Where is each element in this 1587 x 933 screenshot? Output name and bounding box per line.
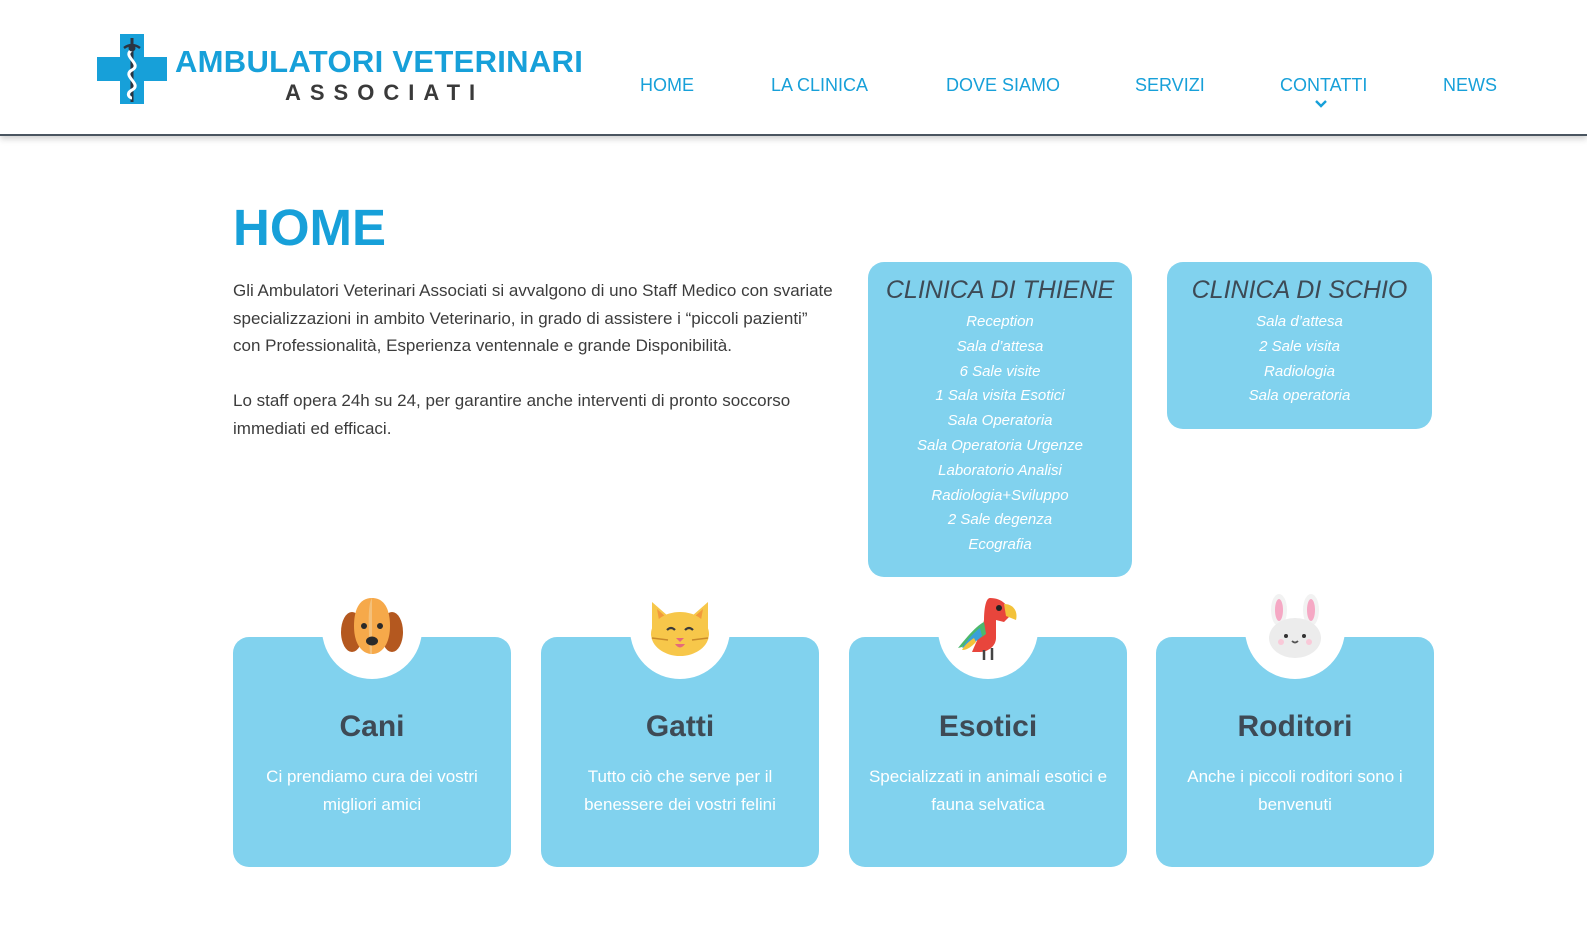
card-roditori[interactable] (1156, 637, 1434, 867)
card-icon-badge (1245, 586, 1345, 679)
logo-subtitle: ASSOCIATI (285, 80, 485, 105)
card-esotici[interactable] (849, 637, 1127, 867)
intro-paragraph: Gli Ambulatori Veterinari Associati si avvalgono di uno Staff Medico con svariate specializzazioni in ambito Veterinario, in grado di assistere i “piccoli pazienti” con Professionalità, Esperienza ventennale e grande Disponibilità. (233, 281, 833, 356)
clinic-facilities-list (1167, 310, 1432, 409)
list-item: 1 Sala visita Esotici (935, 387, 1065, 405)
nav-la-clinica[interactable]: LA CLINICA (771, 75, 869, 95)
nav-dove-siamo[interactable]: DOVE SIAMO (946, 75, 1061, 95)
parrot-icon (954, 594, 1022, 662)
list-item: Radiologia+Sviluppo (931, 486, 1069, 504)
list-item: Sala Operatoria (947, 412, 1053, 430)
list-item: Radiologia (1264, 362, 1335, 380)
list-item: Sala d’attesa (1256, 313, 1343, 330)
card-title: Esotici (938, 710, 1038, 743)
card-description: Tutto ciò che serve per il benessere dei vostri felini (584, 767, 776, 814)
clinic-facilities-list (868, 310, 1132, 558)
card-title: Roditori (1237, 710, 1353, 743)
logo-title: AMBULATORI VETERINARI (175, 44, 584, 79)
nav-contatti[interactable]: CONTATTI (1280, 75, 1368, 95)
cat-icon (646, 594, 714, 662)
list-item: Ecografia (968, 536, 1032, 554)
page-title: HOME (233, 199, 386, 256)
intro-paragraph: Lo staff opera 24h su 24, per garantire anche interventi di pronto soccorso immediati ed efficaci. (233, 391, 791, 438)
chevron-down-icon[interactable] (1315, 100, 1327, 108)
site-logo[interactable] (97, 30, 617, 106)
card-icon-badge (938, 586, 1038, 679)
list-item: Sala Operatoria Urgenze (917, 436, 1083, 454)
clinic-title: CLINICA DI THIENE (885, 276, 1115, 304)
list-item: 2 Sale visita (1259, 337, 1340, 355)
dog-icon (338, 594, 406, 662)
clinic-thiene-box (868, 262, 1132, 577)
card-description: Anche i piccoli roditori sono i benvenuti (1187, 767, 1403, 814)
card-icon-badge (630, 586, 730, 679)
list-item: Laboratorio Analisi (938, 461, 1062, 479)
card-title: Cani (339, 710, 405, 743)
list-item: 6 Sale visite (959, 362, 1041, 380)
list-item: Reception (966, 313, 1034, 330)
intro-text (233, 277, 833, 443)
nav-news[interactable]: NEWS (1443, 75, 1497, 95)
card-title: Gatti (645, 710, 715, 743)
card-description: Ci prendiamo cura dei vostri migliori amici (266, 767, 478, 814)
card-icon-badge (322, 586, 422, 679)
list-item: 2 Sale degenza (947, 511, 1053, 529)
card-cani[interactable] (233, 637, 511, 867)
clinic-title: CLINICA DI SCHIO (1191, 276, 1408, 304)
card-description: Specializzati in animali esotici e fauna selvatica (868, 767, 1108, 814)
list-item: Sala operatoria (1248, 387, 1351, 405)
rabbit-icon (1261, 594, 1329, 662)
nav-home[interactable]: HOME (640, 75, 694, 95)
caduceus-cross-icon (97, 34, 167, 104)
site-header (0, 0, 1587, 136)
clinic-schio-box (1167, 262, 1432, 429)
nav-servizi[interactable]: SERVIZI (1135, 75, 1205, 95)
list-item: Sala d’attesa (956, 337, 1044, 355)
card-gatti[interactable] (541, 637, 819, 867)
